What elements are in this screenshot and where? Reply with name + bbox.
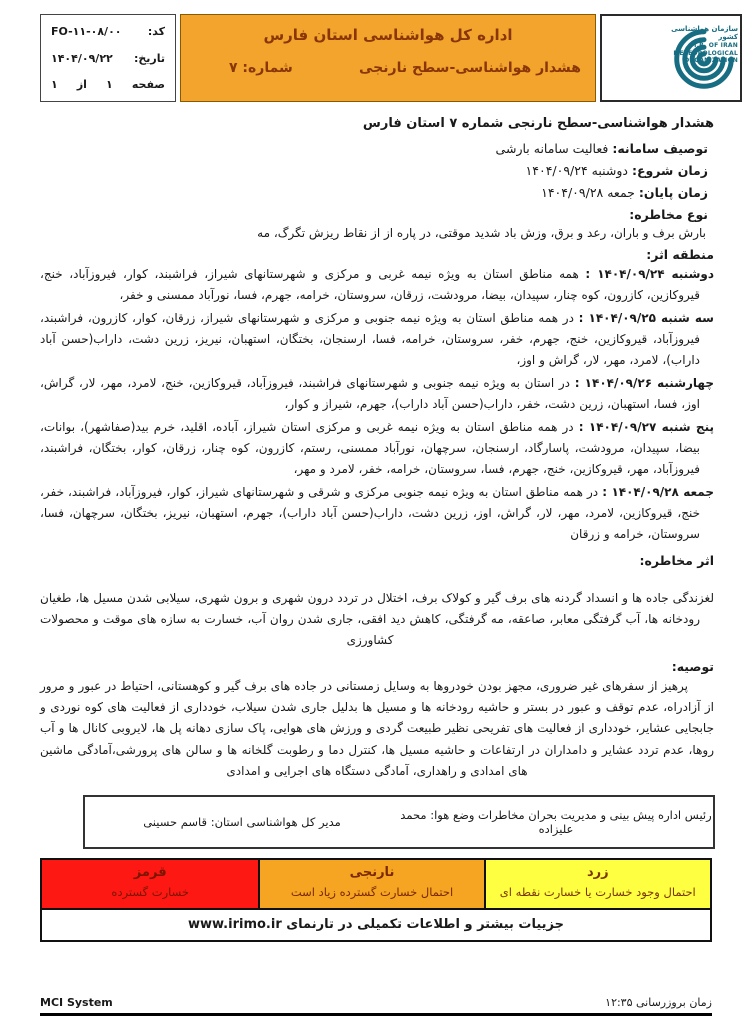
advice-text: پرهیز از سفرهای غیر ضروری، مجهز بودن خودروها به وسایل زمستانی در جاده های برف گیر و کوهستانی، احتیاط در عبور و مرور از آزادراه، عدم توقف و عبور در بستر و حاشیه رودخانه ها و مسیل ها بدلیل جاری شدن سیلاب، خودداری از فعالیت های کوه نوردی و جابجایی عشایر، خودداری از فعالیت های تفریحی نظیر طبیعت گردی و ورزش های هوایی، پاک سازی دهانه پل ها، لایروبی کانال ها و آب روها، عدم تردد عشایر و دامداران در ارتفاعات و حاشیه مسیل ها، کنترل دما و رطوبت گلخانه ها و سالن های پرورشی،آمادگی ماشین های امدادی و راهداری، آمادگی دستگاه های اجرایی و امدادی: [40, 678, 714, 779]
start-time-field: [40, 163, 708, 178]
update-time-text: زمان بروزرسانی ۱۲:۳۵: [605, 996, 712, 1009]
level-orange-desc: احتمال خسارت گسترده زیاد است: [290, 884, 454, 899]
region-label: منطقه اثر:: [646, 247, 714, 262]
region-day-5-date: جمعه ۱۴۰۴/۰۹/۲۸ :: [602, 484, 714, 499]
meta-date-row: [51, 52, 165, 65]
warning-title-row: [181, 60, 595, 76]
region-day-5: [40, 482, 714, 546]
warning-levels-legend: [40, 858, 712, 942]
region-day-3-text: در استان به ویژه نیمه جنوبی و شهرستانهای فراشبند، فیروزآباد، قیروکازین، خنج، لامرد، مهر، لار، گراش، اوز، فسا، استهبان، زرین دشت، خفر، داراب(حسن آباد داراب)، جهرم، شیراز و کوار،: [40, 375, 700, 412]
logo-org-name-en-1: I.R. OF IRAN: [694, 41, 738, 49]
region-day-1: [40, 264, 714, 307]
level-yellow-cell: [486, 860, 710, 908]
director-general-signature: مدیر کل هواشناسی استان: قاسم حسینی: [143, 814, 341, 829]
effect-label: اثر مخاطره:: [639, 552, 714, 568]
warning-number: شماره: ۷: [229, 60, 293, 76]
website-info-bar: جزییات بیشتر و اطلاعات تکمیلی در تارنمای www.irimo.ir: [42, 908, 710, 940]
region-day-2-date: سه شنبه ۱۴۰۴/۰۹/۲۵ :: [578, 310, 714, 325]
level-red-name: قرمز: [133, 864, 167, 880]
logo-org-name-en-3: ORGANIZATION: [684, 57, 738, 65]
level-red-cell: [42, 860, 258, 908]
system-description-label: توصیف سامانه:: [612, 141, 708, 156]
advice-label: توصیه:: [671, 658, 714, 674]
signature-box: [83, 795, 715, 849]
region-day-4-date: پنج شنبه ۱۴۰۴/۰۹/۲۷ :: [578, 419, 714, 434]
hazard-type-field: [40, 207, 708, 222]
forecast-chief-signature: رئیس اداره پیش بینی و مدیریت بحران مخاطرات وضع هوا: محمد علیزاده: [400, 807, 712, 836]
region-day-4-text: در همه مناطق استان به ویژه نیمه غربی و مرکزی استان شیراز، آباده، اقلید، خرم بید(صفاشهر)، بوانات، بیضا، سپیدان، مرودشت، پاسارگاد، ارسنجان، سرچهان، نورآباد ممسنی، رستم، کازرون، کوه چنار، زرقان، کوار، بختگان، فراشبند، فیروزآباد، مهر، قیروکازین، خنج، جهرم، فسا، سروستان، خرامه، خفر، لامرد و مهر،: [40, 419, 700, 477]
document-header: [40, 14, 742, 102]
start-time-value: دوشنبه ۱۴۰۴/۰۹/۲۴: [525, 163, 628, 178]
level-red-desc: خسارت گسترده: [111, 884, 190, 899]
header-title-box: [180, 14, 596, 102]
document-body: [40, 116, 714, 783]
logo-org-name-en-2: METEOROLOGICAL: [673, 49, 738, 57]
region-day-1-text: همه مناطق استان به ویژه نیمه غربی و مرکزی و شهرستانهای شیراز، فراشبند، کوار، فیروزآباد، خنج، قیروکازین، کازرون، کوه چنار، سپیدان، بیضا، مرودشت، زرقان، سروستان، خرامه، جهرم، فسا، نورآباد ممسنی و خفر،: [40, 267, 700, 303]
document-title: هشدار هواشناسی-سطح نارنجی شماره ۷ استان فارس: [362, 116, 714, 131]
region-day-2: [40, 308, 714, 372]
meta-page-row: [51, 78, 165, 91]
end-time-field: [40, 185, 708, 200]
page-label: صفحه: [131, 78, 165, 91]
region-day-5-text: در همه مناطق استان به ویژه نیمه جنوبی مرکزی و شرقی و شهرستانهای شیراز، کوار، فیروزآباد، فراشبند، خفر، خنج، قیروکازین، لامرد، مهر، لار، گراش، اوز، زرین دشت، داراب(حسن آباد داراب)، جهرم، استهبان، نیریز، بختگان، سرچهان، فسا، سروستان، خرامه و زرقان: [40, 484, 700, 542]
region-day-2-text: در همه مناطق استان به ویژه نیمه جنوبی و مرکزی و شهرستانهای شیراز، زرقان، کوار، کازرون، فراشبند، فیروزآباد، قیروکازین، خنج، جهرم، خفر، سروستان، خرامه، فسا، ارسنجان، بختگان، استهبان، نیریز، زرین دشت، داراب(حسن آباد داراب)، لامرد، مهر، لار، گراش و اوز،: [40, 310, 700, 368]
region-day-3-date: چهارشنبه ۱۴۰۴/۰۹/۲۶ :: [574, 375, 714, 390]
logo-text-block: [654, 25, 738, 65]
irimo-logo-box: [600, 14, 742, 102]
region-day-4: [40, 417, 714, 481]
hazard-type-label: نوع مخاطره:: [629, 207, 708, 222]
page-number: ۱: [106, 78, 113, 91]
date-label: تاریخ:: [133, 51, 165, 65]
system-name-text: MCI System: [40, 996, 113, 1009]
level-yellow-name: زرد: [586, 864, 609, 880]
code-value: FO-۱۱-۰۸/۰۰: [51, 25, 122, 38]
org-title: اداره کل هواشناسی استان فارس: [263, 26, 513, 44]
page-of-label: از: [76, 78, 87, 91]
level-yellow-desc: احتمال وجود خسارت یا خسارت نقطه ای: [499, 884, 696, 899]
page-total: ۱: [51, 78, 58, 91]
meta-code-row: [51, 25, 165, 38]
start-time-label: زمان شروع:: [631, 163, 708, 178]
page-footer: [40, 996, 712, 1016]
effect-text: لغزندگی جاده ها و انسداد گردنه های برف گیر و کولاک برف، اختلال در تردد درون شهری و برون شهری، سیلابی شدن مسیل ها، طغیان رودخانه ها، آب گرفتگی معابر، صاعقه، مه گرفتگی، کاهش دید افقی، جاری شدن روان آب، خسارت به سازه های موقت و محصولات کشاورزی: [40, 590, 714, 648]
end-time-label: زمان پایان:: [638, 185, 708, 200]
region-day-3: [40, 373, 714, 416]
end-time-value: جمعه ۱۴۰۴/۰۹/۲۸: [541, 185, 635, 200]
header-meta-box: [40, 14, 176, 102]
warning-levels-row: [42, 860, 710, 908]
hazard-type-text: بارش برف و باران، رعد و برق، وزش باد شدید موقتی، در پاره از از نقاط ریزش تگرگ، مه: [257, 226, 706, 240]
system-description-field: [40, 141, 708, 156]
logo-org-name-fa: سازمان هواشناسی کشور: [671, 25, 738, 42]
code-label: کد:: [147, 25, 165, 38]
warning-level-title: هشدار هواشناسی-سطح نارنجی: [359, 60, 581, 76]
system-description-value: فعالیت سامانه بارشی: [495, 141, 609, 156]
region-day-1-date: دوشنبه ۱۴۰۴/۰۹/۲۴ :: [585, 267, 715, 281]
level-orange-name: نارنجی: [349, 864, 395, 880]
date-value: ۱۴۰۴/۰۹/۲۲: [51, 51, 113, 65]
level-orange-cell: [258, 860, 485, 908]
